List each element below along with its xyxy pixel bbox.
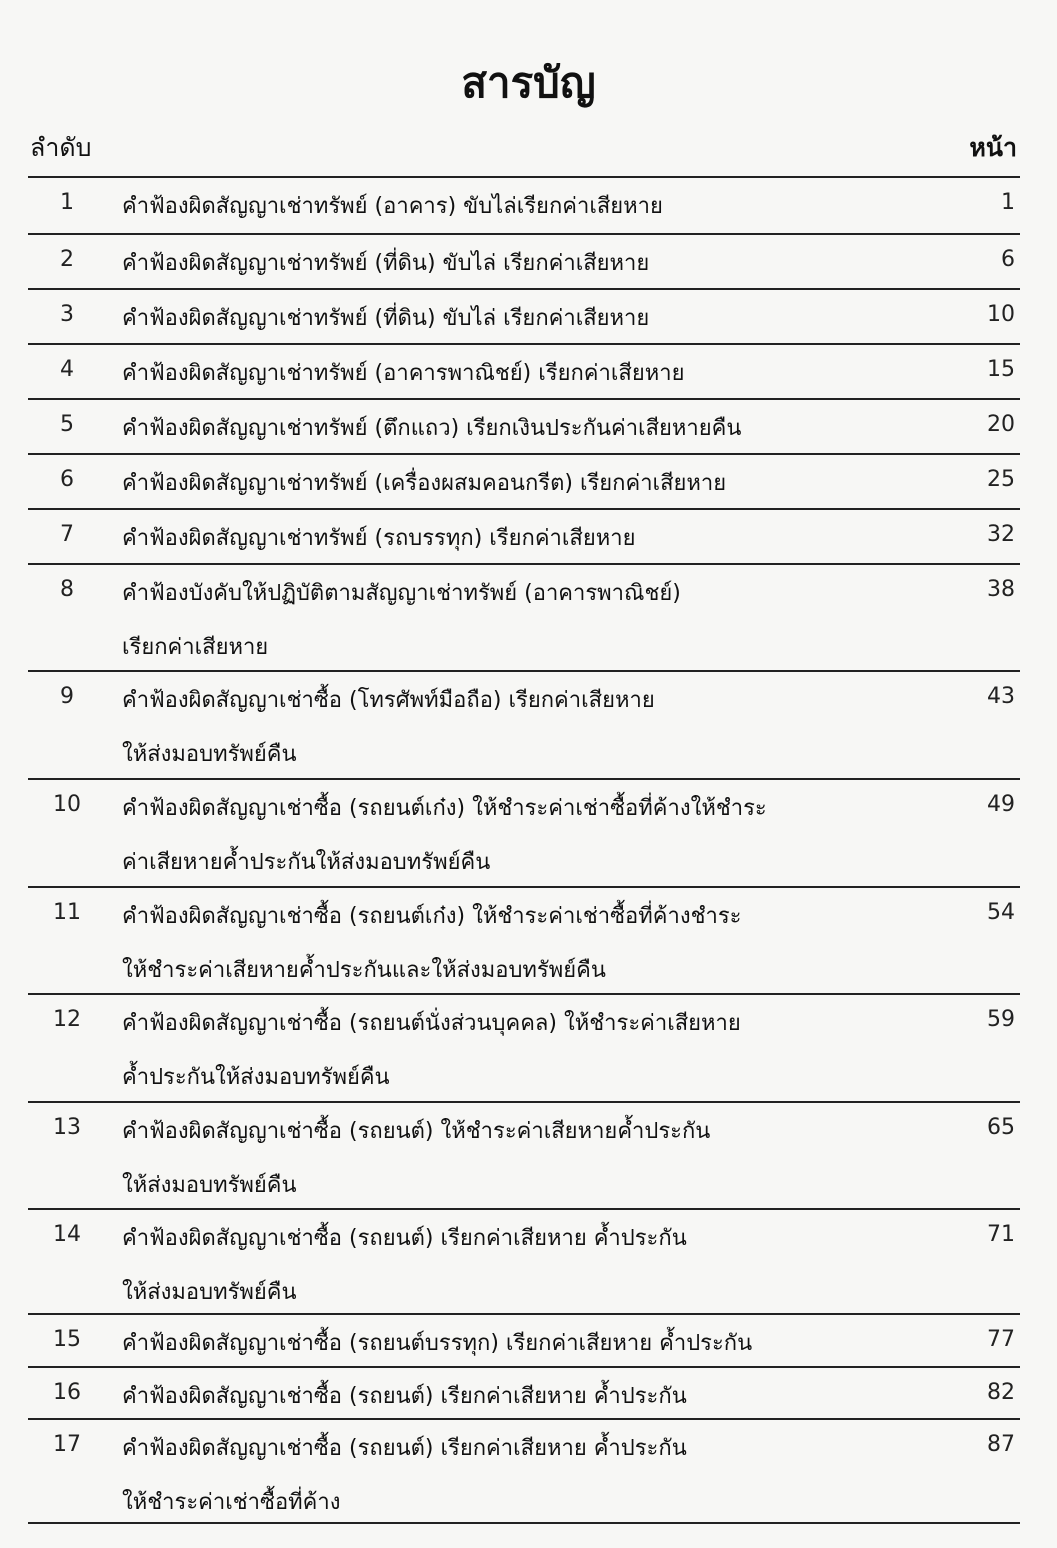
- entry-page-number: 87: [987, 1432, 1015, 1457]
- entry-title-line: คำฟ้องผิดสัญญาเช่าทรัพย์ (เครื่องผสมคอนกรีต) เรียกค่าเสียหาย: [122, 471, 727, 496]
- divider-line: [28, 670, 1020, 672]
- divider-line: [28, 233, 1020, 235]
- entry-title-line: ให้ส่งมอบทรัพย์คืน: [122, 1173, 297, 1198]
- entry-page-number: 20: [987, 412, 1015, 437]
- divider-line: [28, 1101, 1020, 1103]
- divider-line: [28, 453, 1020, 455]
- divider-line: [28, 993, 1020, 995]
- divider-line: [28, 1313, 1020, 1315]
- entry-title-line: คำฟ้องบังคับให้ปฏิบัติตามสัญญาเช่าทรัพย์ (อาคารพาณิชย์): [122, 581, 681, 606]
- entry-page-number: 6: [1001, 247, 1015, 272]
- divider-line: [28, 1522, 1020, 1524]
- entry-title-line: คำฟ้องผิดสัญญาเช่าทรัพย์ (ตึกแถว) เรียกเงินประกันค่าเสียหายคืน: [122, 416, 742, 441]
- divider-line: [28, 778, 1020, 780]
- entry-number: 2: [60, 247, 74, 272]
- page-column-header: หน้า: [969, 133, 1017, 162]
- entry-number: 17: [53, 1432, 81, 1457]
- entry-page-number: 15: [987, 357, 1015, 382]
- entry-title-line: ค่าเสียหายค้ำประกันให้ส่งมอบทรัพย์คืน: [122, 850, 491, 875]
- entry-page-number: 1: [1001, 190, 1015, 215]
- divider-line: [28, 288, 1020, 290]
- entry-title-line: คำฟ้องผิดสัญญาเช่าซื้อ (รถยนต์) ให้ชำระค่าเสียหายค้ำประกัน: [122, 1119, 711, 1144]
- entry-title-line: คำฟ้องผิดสัญญาเช่าซื้อ (รถยนต์นั่งส่วนบุคคล) ให้ชำระค่าเสียหาย: [122, 1011, 741, 1036]
- entry-page-number: 43: [987, 684, 1015, 709]
- entry-title-line: คำฟ้องผิดสัญญาเช่าซื้อ (รถยนต์) เรียกค่าเสียหาย ค้ำประกัน: [122, 1384, 687, 1409]
- entry-page-number: 25: [987, 467, 1015, 492]
- entry-title-line: คำฟ้องผิดสัญญาเช่าทรัพย์ (รถบรรทุก) เรียกค่าเสียหาย: [122, 526, 636, 551]
- entry-number: 8: [60, 577, 74, 602]
- divider-line: [28, 1366, 1020, 1368]
- entry-title-line: คำฟ้องผิดสัญญาเช่าซื้อ (รถยนต์) เรียกค่าเสียหาย ค้ำประกัน: [122, 1436, 687, 1461]
- entry-title-line: คำฟ้องผิดสัญญาเช่าซื้อ (รถยนต์) เรียกค่าเสียหาย ค้ำประกัน: [122, 1226, 687, 1251]
- entry-number: 6: [60, 467, 74, 492]
- entry-page-number: 10: [987, 302, 1015, 327]
- entry-number: 4: [60, 357, 74, 382]
- entry-page-number: 49: [987, 792, 1015, 817]
- entry-title-line: ให้ส่งมอบทรัพย์คืน: [122, 1280, 297, 1305]
- entry-number: 16: [53, 1380, 81, 1405]
- entry-number: 15: [53, 1327, 81, 1352]
- divider-line: [28, 398, 1020, 400]
- divider-line: [28, 563, 1020, 565]
- entry-page-number: 32: [987, 522, 1015, 547]
- entry-number: 13: [53, 1115, 81, 1140]
- entry-page-number: 38: [987, 577, 1015, 602]
- entry-title-line: คำฟ้องผิดสัญญาเช่าทรัพย์ (อาคารพาณิชย์) เรียกค่าเสียหาย: [122, 361, 685, 386]
- divider-line: [28, 886, 1020, 888]
- entry-number: 1: [60, 190, 74, 215]
- entry-number: 12: [53, 1007, 81, 1032]
- divider-line: [28, 508, 1020, 510]
- entry-number: 11: [53, 900, 81, 925]
- entry-page-number: 54: [987, 900, 1015, 925]
- entry-title-line: ให้ส่งมอบทรัพย์คืน: [122, 742, 297, 767]
- entry-number: 5: [60, 412, 74, 437]
- entry-number: 7: [60, 522, 74, 547]
- order-column-header: ลำดับ: [30, 133, 92, 162]
- entry-number: 14: [53, 1222, 81, 1247]
- entry-title-line: คำฟ้องผิดสัญญาเช่าซื้อ (รถยนต์เก๋ง) ให้ชำระค่าเช่าซื้อที่ค้างชำระ: [122, 904, 742, 929]
- entry-title-line: คำฟ้องผิดสัญญาเช่าทรัพย์ (ที่ดิน) ขับไล่ เรียกค่าเสียหาย: [122, 306, 650, 331]
- entry-title-line: คำฟ้องผิดสัญญาเช่าทรัพย์ (ที่ดิน) ขับไล่ เรียกค่าเสียหาย: [122, 251, 650, 276]
- entry-title-line: คำฟ้องผิดสัญญาเช่าซื้อ (รถยนต์เก๋ง) ให้ชำระค่าเช่าซื้อที่ค้างให้ชำระ: [122, 796, 767, 821]
- entry-number: 9: [60, 684, 74, 709]
- entry-title-line: คำฟ้องผิดสัญญาเช่าทรัพย์ (อาคาร) ขับไล่เรียกค่าเสียหาย: [122, 194, 663, 219]
- entry-page-number: 77: [987, 1327, 1015, 1352]
- entry-number: 3: [60, 302, 74, 327]
- entry-title-line: ให้ชำระค่าเช่าซื้อที่ค้าง: [122, 1490, 341, 1515]
- entry-page-number: 65: [987, 1115, 1015, 1140]
- entry-title-line: คำฟ้องผิดสัญญาเช่าซื้อ (โทรศัพท์มือถือ) เรียกค่าเสียหาย: [122, 688, 655, 713]
- entry-title-line: คำฟ้องผิดสัญญาเช่าซื้อ (รถยนต์บรรทุก) เรียกค่าเสียหาย ค้ำประกัน: [122, 1331, 753, 1356]
- divider-line: [28, 343, 1020, 345]
- divider-line: [28, 176, 1020, 178]
- entry-page-number: 59: [987, 1007, 1015, 1032]
- entry-page-number: 82: [987, 1380, 1015, 1405]
- page-title: สารบัญ: [461, 58, 596, 107]
- entry-title-line: ให้ชำระค่าเสียหายค้ำประกันและให้ส่งมอบทรัพย์คืน: [122, 958, 606, 983]
- divider-line: [28, 1418, 1020, 1420]
- entry-number: 10: [53, 792, 81, 817]
- entry-page-number: 71: [987, 1222, 1015, 1247]
- entry-title-line: เรียกค่าเสียหาย: [122, 635, 269, 660]
- entry-title-line: ค้ำประกันให้ส่งมอบทรัพย์คืน: [122, 1065, 390, 1090]
- divider-line: [28, 1208, 1020, 1210]
